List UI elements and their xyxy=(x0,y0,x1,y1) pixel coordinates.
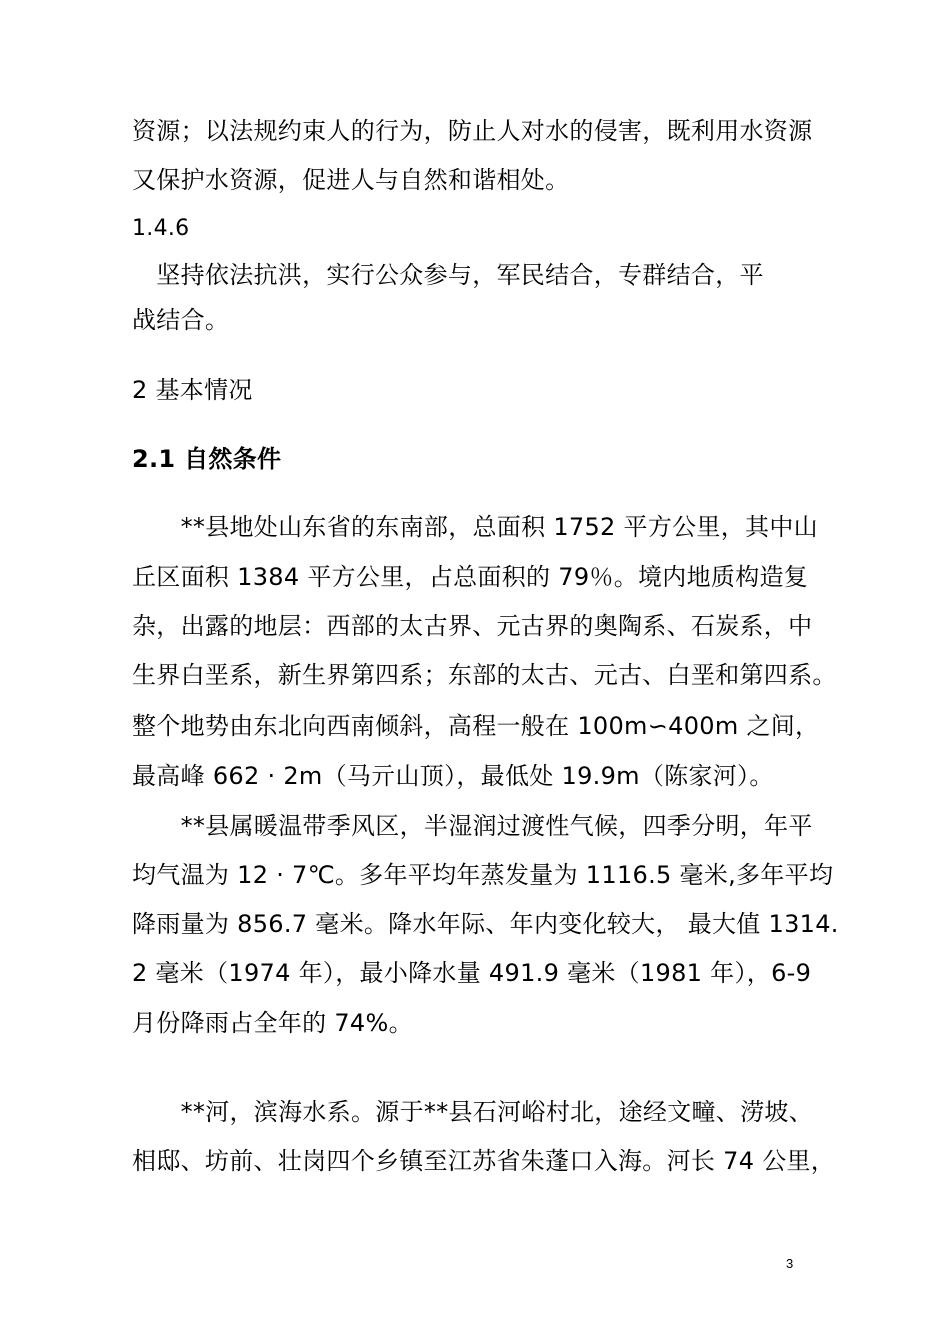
text-line: 2 毫米（1974 年），最小降水量 491.9 毫米（1981 年），6-9 xyxy=(132,959,812,987)
heading-2-1: 2.1 自然条件 xyxy=(132,445,282,473)
heading-2: 2 基本情况 xyxy=(132,376,253,404)
text-line: 坚持依法抗洪，实行公众参与，军民结合，专群结合，平 xyxy=(132,261,764,289)
text-line: 最高峰 662 · 2m（马亓山顶），最低处 19.9m（陈家河）。 xyxy=(132,762,774,790)
text-line: 战结合。 xyxy=(132,306,230,334)
text-line: **县属暖温带季风区，半湿润过渡性气候，四季分明，年平 xyxy=(132,812,813,840)
page-number: 3 xyxy=(786,1256,794,1271)
text-line: 降雨量为 856.7 毫米。降水年际、年内变化较大， 最大值 1314. xyxy=(132,910,839,938)
text-line: 资源；以法规约束人的行为，防止人对水的侵害，既利用水资源 xyxy=(132,117,813,145)
text-line: 相邸、坊前、壮岗四个乡镇至江苏省朱蓬口入海。河长 74 公里， xyxy=(132,1147,836,1175)
text-line: 杂，出露的地层：西部的太古界、元古界的奥陶系、石炭系，中 xyxy=(132,612,813,640)
text-line: 又保护水资源，促进人与自然和谐相处。 xyxy=(132,166,570,194)
text-line: 生界白垩系，新生界第四系；东部的太古、元古、白垩和第四系。 xyxy=(132,661,837,689)
text-line: **县地处山东省的东南部，总面积 1752 平方公里，其中山 xyxy=(132,513,818,541)
section-number: 1.4.6 xyxy=(132,216,190,241)
text-line: 均气温为 12 · 7℃。多年平均年蒸发量为 1116.5 毫米,多年平均 xyxy=(132,861,834,889)
text-line: 月份降雨占全年的 74%。 xyxy=(132,1009,413,1037)
text-line: 整个地势由东北向西南倾斜，高程一般在 100m∽400m 之间， xyxy=(132,712,820,740)
text-line: **河，滨海水系。源于**县石河峪村北，途经文疃、涝坡、 xyxy=(132,1098,813,1126)
text-line: 丘区面积 1384 平方公里，占总面积的 79％。境内地质构造复 xyxy=(132,563,809,591)
